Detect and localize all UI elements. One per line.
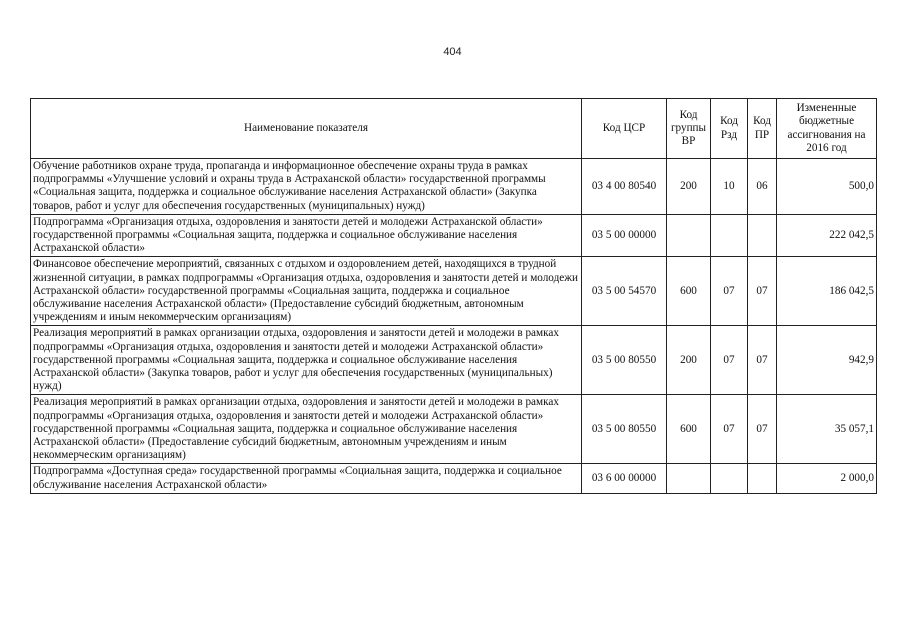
cell-pr: 06	[748, 159, 777, 215]
cell-vr: 200	[667, 159, 711, 215]
table-header-row	[31, 99, 877, 159]
budget-table	[30, 98, 877, 494]
cell-csr: 03 4 00 80540	[582, 159, 667, 215]
header-vr: Код группы ВР	[667, 99, 711, 159]
cell-csr: 03 6 00 00000	[582, 464, 667, 493]
cell-rzd: 10	[711, 159, 748, 215]
cell-name: Реализация мероприятий в рамках организации отдыха, оздоровления и занятости детей и молодежи в рамках подпрограммы «Организация отдыха, оздоровления и занятости детей и молодежи Астраханской области» государственной программы «Социальная защита, поддержка и социальное обслуживание населения Астраханской области» (Закупка товаров, работ и услуг для обеспечения государственных (муниципальных) нужд)	[31, 326, 582, 395]
cell-amount: 500,0	[777, 159, 877, 215]
cell-name: Подпрограмма «Организация отдыха, оздоровления и занятости детей и молодежи Астраханской области» государственной программы «Социальная защита, поддержка и социальное обслуживание населения Астраханской области»	[31, 214, 582, 257]
cell-name: Подпрограмма «Доступная среда» государственной программы «Социальная защита, поддержка и социальное обслуживание населения Астраханской области»	[31, 464, 582, 493]
cell-csr: 03 5 00 80550	[582, 395, 667, 464]
cell-name: Реализация мероприятий в рамках организации отдыха, оздоровления и занятости детей и молодежи в рамках подпрограммы «Организация отдыха, оздоровления и занятости детей и молодежи Астраханской области» государственной программы «Социальная защита, поддержка и социальное обслуживание населения Астраханской области» (Предоставление субсидий бюджетным, автономным учреждениям и иным некоммерческим организациям)	[31, 395, 582, 464]
table-row	[31, 464, 877, 493]
header-csr: Код ЦСР	[582, 99, 667, 159]
cell-amount: 2 000,0	[777, 464, 877, 493]
cell-csr: 03 5 00 54570	[582, 257, 667, 326]
cell-vr: 600	[667, 257, 711, 326]
cell-rzd: 07	[711, 395, 748, 464]
cell-pr	[748, 214, 777, 257]
cell-rzd: 07	[711, 326, 748, 395]
cell-vr: 600	[667, 395, 711, 464]
table-row	[31, 326, 877, 395]
header-rzd: Код Рзд	[711, 99, 748, 159]
cell-rzd	[711, 214, 748, 257]
cell-vr: 200	[667, 326, 711, 395]
table-row	[31, 257, 877, 326]
cell-csr: 03 5 00 00000	[582, 214, 667, 257]
page-number: 404	[443, 46, 462, 58]
cell-vr	[667, 464, 711, 493]
cell-name: Финансовое обеспечение мероприятий, связанных с отдыхом и оздоровлением детей, находящихся в трудной жизненной ситуации, в рамках подпрограммы «Организация отдыха, оздоровления и занятости детей и молодежи Астраханской области» государственной программы «Социальная защита, поддержка и социальное обслуживание населения Астраханской области» (Предоставление субсидий бюджетным, автономным учреждениям и иным некоммерческим организациям)	[31, 257, 582, 326]
cell-amount: 942,9	[777, 326, 877, 395]
cell-amount: 222 042,5	[777, 214, 877, 257]
table-body	[31, 159, 877, 494]
header-pr: Код ПР	[748, 99, 777, 159]
table-row	[31, 214, 877, 257]
cell-pr: 07	[748, 395, 777, 464]
cell-csr: 03 5 00 80550	[582, 326, 667, 395]
cell-vr	[667, 214, 711, 257]
cell-rzd: 07	[711, 257, 748, 326]
header-amount: Измененные бюджетные ассигнования на 2016 год	[777, 99, 877, 159]
table-row	[31, 159, 877, 215]
header-name: Наименование показателя	[31, 99, 582, 159]
cell-amount: 35 057,1	[777, 395, 877, 464]
cell-name: Обучение работников охране труда, пропаганда и информационное обеспечение охраны труда в рамках подпрограммы «Улучшение условий и охраны труда в Астраханской области» государственной программы «Социальная защита, поддержка и социальное обслуживание населения Астраханской области» (Закупка товаров, работ и услуг для обеспечения государственных (муниципальных) нужд)	[31, 159, 582, 215]
cell-pr: 07	[748, 326, 777, 395]
table-row	[31, 395, 877, 464]
cell-amount: 186 042,5	[777, 257, 877, 326]
cell-rzd	[711, 464, 748, 493]
cell-pr	[748, 464, 777, 493]
cell-pr: 07	[748, 257, 777, 326]
